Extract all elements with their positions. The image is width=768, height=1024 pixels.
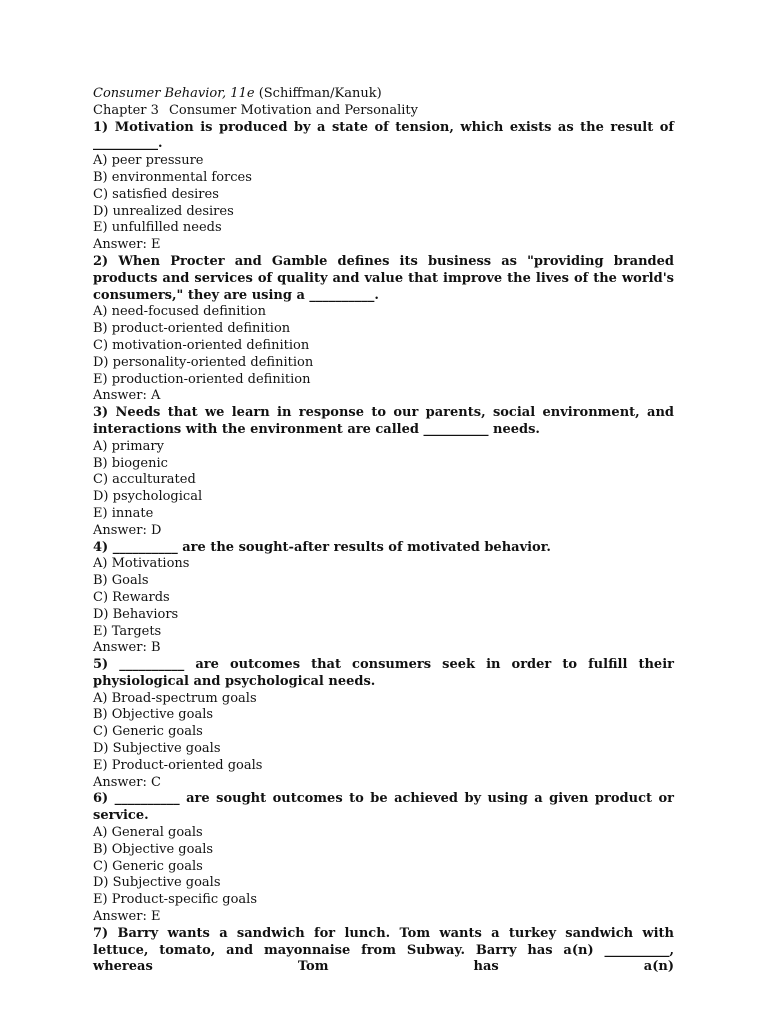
book-header xyxy=(93,86,674,103)
answer-option: D) Subjective goals xyxy=(93,741,221,757)
answer-option: A) Broad-spectrum goals xyxy=(93,690,257,706)
answer-option: D) Behaviors xyxy=(93,606,179,622)
answer-option: D) Subjective goals xyxy=(93,875,221,891)
answer-option: A) Motivations xyxy=(93,556,190,572)
question-text: 6) __________ are sought outcomes to be achieved by using a given product or service. xyxy=(93,791,674,824)
question-block xyxy=(93,926,674,976)
answer-option: C) Generic goals xyxy=(93,724,203,740)
question-text: 3) Needs that we learn in response to our parents, social environment, and interactions with the environment are called __________ needs. xyxy=(93,405,674,437)
answer-key: Answer: A xyxy=(93,388,161,404)
answer-option: D) personality-oriented definition xyxy=(93,354,314,370)
chapter-label: Chapter 3 xyxy=(93,102,159,118)
answer-key: Answer: D xyxy=(93,522,162,538)
question-block xyxy=(93,254,674,405)
question-block xyxy=(93,405,674,539)
answer-option: B) biogenic xyxy=(93,455,168,471)
answer-option: C) satisfied desires xyxy=(93,186,219,202)
answer-option: B) Objective goals xyxy=(93,841,214,857)
answer-option: C) acculturated xyxy=(93,472,196,488)
answer-option: A) peer pressure xyxy=(93,153,204,169)
answer-option: E) Targets xyxy=(93,623,162,639)
question-block xyxy=(93,120,674,254)
answer-option: E) Product-specific goals xyxy=(93,892,258,908)
chapter-heading xyxy=(93,103,674,120)
question-text: 2) When Procter and Gamble defines its business as "providing branded products and services of quality and value that improve the lives of the world's consumers," they are using a __________. xyxy=(93,253,674,303)
question-block xyxy=(93,657,674,791)
answer-option: B) product-oriented definition xyxy=(93,321,291,337)
answer-key: Answer: E xyxy=(93,237,161,253)
answer-key: Answer: C xyxy=(93,774,161,790)
answer-option: D) psychological xyxy=(93,489,203,505)
answer-option: E) Product-oriented goals xyxy=(93,757,263,773)
answer-option: B) Objective goals xyxy=(93,707,214,723)
answer-option: A) need-focused definition xyxy=(93,304,266,320)
question-text: 5) __________ are outcomes that consumers seek in order to fulfill their physiological and psychological needs. xyxy=(93,657,674,689)
question-block xyxy=(93,540,674,658)
answer-option: E) innate xyxy=(93,505,154,521)
answer-option: C) Rewards xyxy=(93,589,170,605)
answer-option: A) General goals xyxy=(93,825,203,841)
answer-option: B) environmental forces xyxy=(93,169,252,185)
answer-option: D) unrealized desires xyxy=(93,203,234,219)
answer-option: C) Generic goals xyxy=(93,858,203,874)
answer-key: Answer: E xyxy=(93,909,161,925)
question-text: 7) Barry wants a sandwich for lunch. Tom wants a turkey sandwich with lettuce, tomato, and mayonnaise from Subway. Barry has a(n) __________, whereas Tom has a(n) xyxy=(93,925,674,975)
question-block xyxy=(93,791,674,925)
chapter-title: Consumer Motivation and Personality xyxy=(168,102,418,118)
question-text: 1) Motivation is produced by a state of tension, which exists as the result of __________. xyxy=(93,119,674,152)
answer-option: E) unfulfilled needs xyxy=(93,220,222,236)
answer-option: A) primary xyxy=(93,438,164,454)
answer-option: B) Goals xyxy=(93,573,149,589)
answer-key: Answer: B xyxy=(93,640,161,656)
book-title: Consumer Behavior, 11e xyxy=(93,86,255,101)
document-page xyxy=(93,86,674,976)
answer-option: C) motivation-oriented definition xyxy=(93,337,310,353)
book-authors: (Schiffman/Kanuk) xyxy=(258,86,382,101)
answer-option: E) production-oriented definition xyxy=(93,371,311,387)
question-text: 4) __________ are the sought-after results of motivated behavior. xyxy=(93,539,551,555)
